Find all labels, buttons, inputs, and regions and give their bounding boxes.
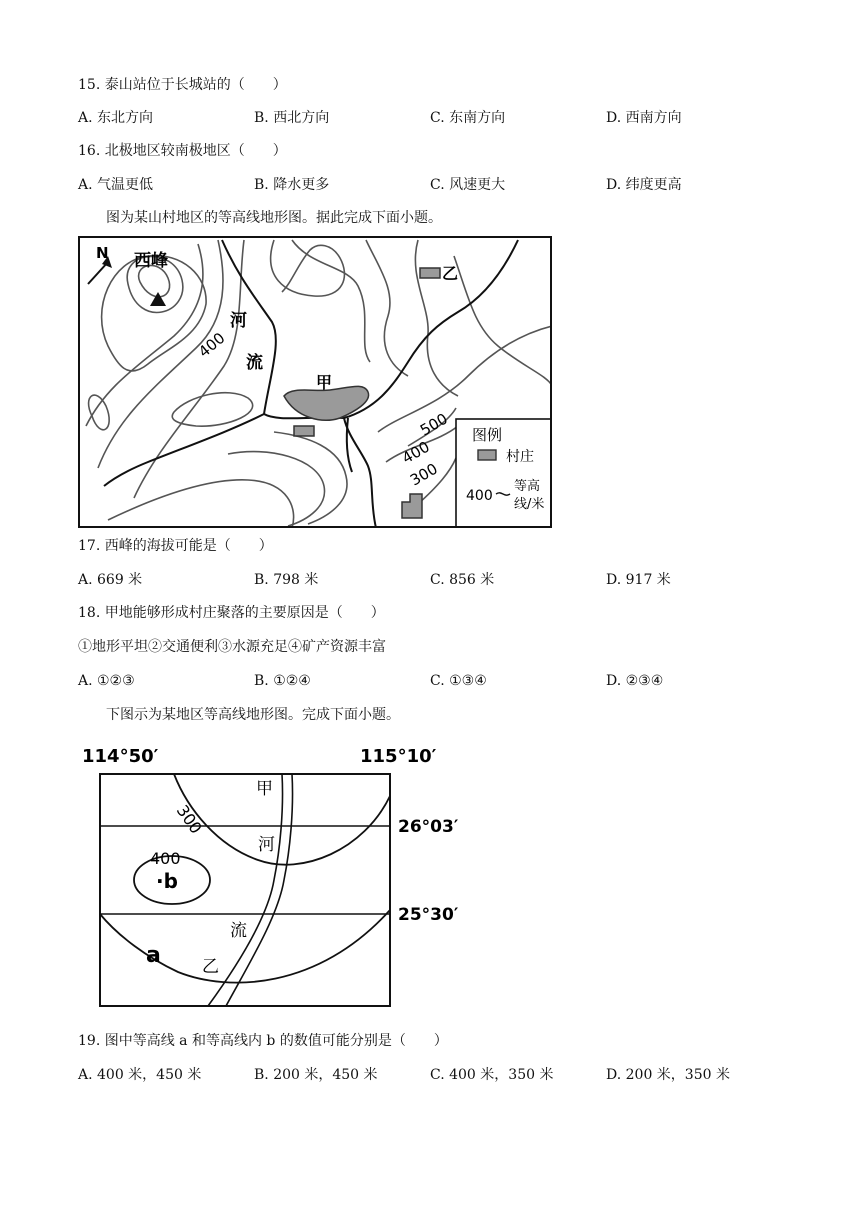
legend-contour-label-2: 线/米 [514,497,545,512]
q19-option-c: C. 400 米，350 米 [430,1067,554,1083]
q17-option-c: C. 856 米 [430,572,495,588]
contour-300-label: 300 [172,801,206,838]
q17-option-a: A. 669 米 [78,572,143,588]
legend-village-label: 村庄 [506,449,534,465]
q19-stem: 19. 图中等高线 a 和等高线内 b 的数值可能分别是（ ） [78,1033,448,1049]
q19-option-b: B. 200 米，450 米 [254,1067,378,1083]
q15-option-d: D. 西南方向 [606,110,682,126]
point-jia-label: 甲 [256,779,273,799]
contour-label-400-east: 400 [399,437,433,468]
village-yi-label: 乙 [442,264,459,283]
q18-option-d: D. ②③④ [606,673,664,689]
legend-contour-value: 400 [466,488,493,504]
q16-stem: 16. 北极地区较南极地区（ ） [78,143,287,159]
legend-village-icon [478,450,496,460]
q18-option-a: A. ①②③ [78,673,135,689]
q15-stem: 15. 泰山站位于长城站的（ ） [78,77,287,93]
legend-contour-label-1: 等高 [514,479,541,494]
q15-option-a: A. 东北方向 [78,110,154,126]
q16-option-d: D. 纬度更高 [606,177,682,193]
peak-triangle-icon [150,292,166,306]
q18-option-c: C. ①③④ [430,673,487,689]
q17-option-b: B. 798 米 [254,572,319,588]
river-label-1: 河 [258,835,275,855]
q19-option-a: A. 400 米，450 米 [78,1067,202,1083]
river-char-2: 流 [246,353,263,373]
map-legend [456,419,552,528]
latitude-bottom-label: 25°30′ [398,905,459,925]
river-char-1: 河 [230,311,247,331]
peak-label: 西峰 [134,251,168,271]
point-yi-label: 乙 [202,957,219,977]
village-southeast [402,494,422,518]
contour-label-400-west: 400 [195,328,229,362]
q16-option-c: C. 风速更大 [430,177,506,193]
river-label-2: 流 [230,921,247,941]
legend-title: 图例 [472,426,503,444]
contour-label-500: 500 [417,409,451,440]
q18-stem: 18. 甲地能够形成村庄聚落的主要原因是（ ） [78,605,385,621]
contour-400-label: 400 [150,849,181,868]
map2-intro: 下图示为某地区等高线地形图。完成下面小题。 [106,707,400,723]
village-jia-label: 甲 [316,373,333,392]
q15-option-b: B. 西北方向 [254,110,330,126]
q15-option-c: C. 东南方向 [430,110,506,126]
village-south [294,426,314,436]
river [208,774,293,1006]
q17-option-d: D. 917 米 [606,572,671,588]
q16-option-a: A. 气温更低 [78,177,154,193]
q17-stem: 17. 西峰的海拔可能是（ ） [78,538,273,554]
q18-option-b: B. ①②④ [254,673,311,689]
point-b: ·b [156,869,178,893]
q19-option-d: D. 200 米，350 米 [606,1067,730,1083]
q18-conditions: ①地形平坦②交通便利③水源充足④矿产资源丰富 [78,639,386,655]
map1-intro: 图为某山村地区的等高线地形图。据此完成下面小题。 [106,210,442,226]
contour-a-label: a [146,943,161,968]
contour-map-village [78,236,552,528]
north-label: N [96,244,109,262]
latitude-top-label: 26°03′ [398,817,459,837]
longitude-right-label: 115°10′ [360,746,437,767]
contour-map-region [78,740,478,1012]
q16-option-b: B. 降水更多 [254,177,330,193]
village-yi [420,268,440,278]
longitude-left-label: 114°50′ [82,746,159,767]
contour-label-300: 300 [407,459,441,490]
